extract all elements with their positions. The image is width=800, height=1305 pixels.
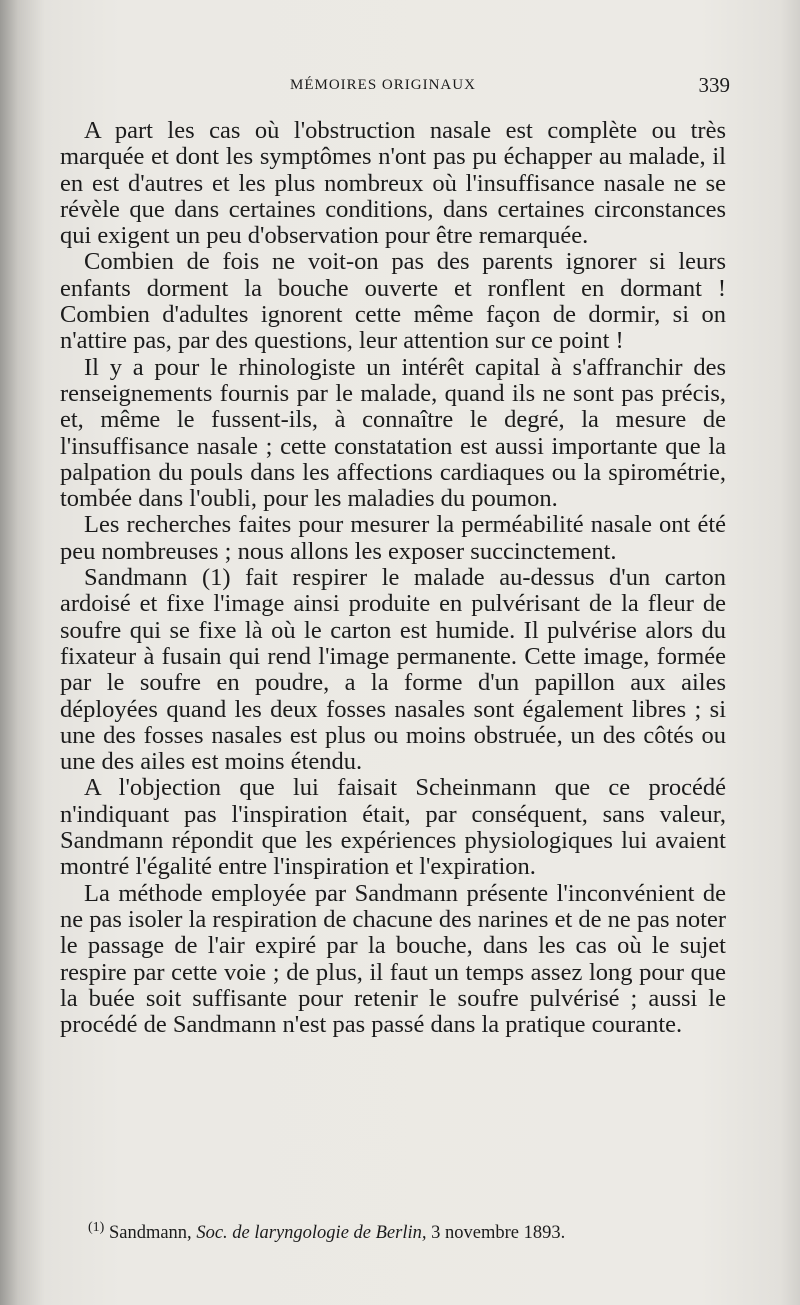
paragraph-5: Sandmann (1) fait respirer le malade au-dessus d'un carton ardoisé et fixe l'image ainsi produite en pulvérisant de la fleur de soufre qui se fixe là où le carton est humide. Il pulvérise alors du fixateur à fusain qui rend l'image permanente. Cette image, formée par le soufre en poudre, a la forme d'un papillon aux ailes déployées quand les deux fosses nasales sont également libres ; si une des fosses nasales est plus ou moins obstruée, un des côtés ou une des ailes est moins étendu. bbox=[60, 564, 726, 776]
running-title: MÉMOIRES ORIGINAUX bbox=[290, 77, 476, 93]
running-header bbox=[290, 73, 730, 97]
footnote bbox=[88, 1216, 728, 1245]
paragraph-1: A part les cas où l'obstruction nasale est complète ou très marquée et dont les symptômes n'ont pas pu échapper au malade, il en est d'autres et les plus nombreux où l'insuffisance nasale ne se révèle que dans certaines conditions, dans certaines circonstances qui exigent un peu d'observation pour être remarquée. bbox=[60, 117, 726, 250]
footnote-source: Soc. de laryngologie de Berlin, bbox=[196, 1223, 427, 1244]
footnote-author: Sandmann, bbox=[108, 1223, 192, 1244]
footnote-marker: (1) bbox=[88, 1220, 105, 1235]
body-text bbox=[60, 118, 726, 1038]
paragraph-3: Il y a pour le rhinologiste un intérêt capital à s'affranchir des renseignements fournis par le malade, quand ils ne sont pas précis, et, même le fussent-ils, à connaître le degré, la mesure de l'insuffisance nasale ; cette constatation est aussi importante que la palpation du pouls dans les affections cardiaques ou la spirométrie, tombée dans l'oubli, pour les maladies du poumon. bbox=[60, 353, 726, 513]
footnote-date: 3 novembre 1893. bbox=[431, 1223, 566, 1244]
paragraph-7: La méthode employée par Sandmann présente l'inconvénient de ne pas isoler la respiration de chacune des narines et de ne pas noter le passage de l'air expiré par la bouche, dans les cas où le sujet respire par cette voie ; de plus, il faut un temps assez long pour que la buée soit suffisante pour retenir le soufre pulvérisé ; aussi le procédé de Sandmann n'est pas passé dans la pratique courante. bbox=[60, 879, 726, 1039]
paragraph-6: A l'objection que lui faisait Scheinmann que ce procédé n'indiquant pas l'inspiration était, par conséquent, sans valeur, Sandmann répondit que les expériences physiologiques lui avaient montré l'égalité entre l'inspiration et l'expiration. bbox=[60, 774, 726, 881]
page-number: 339 bbox=[698, 73, 730, 97]
paragraph-2: Combien de fois ne voit-on pas des parents ignorer si leurs enfants dorment la bouche ouverte et ronflent en dormant ! Combien d'adultes ignorent cette même façon de dormir, si on n'attire pas, par des questions, leur attention sur ce point ! bbox=[60, 248, 726, 355]
paragraph-4: Les recherches faites pour mesurer la perméabilité nasale ont été peu nombreuses ; nous allons les exposer succinctement. bbox=[60, 511, 726, 565]
